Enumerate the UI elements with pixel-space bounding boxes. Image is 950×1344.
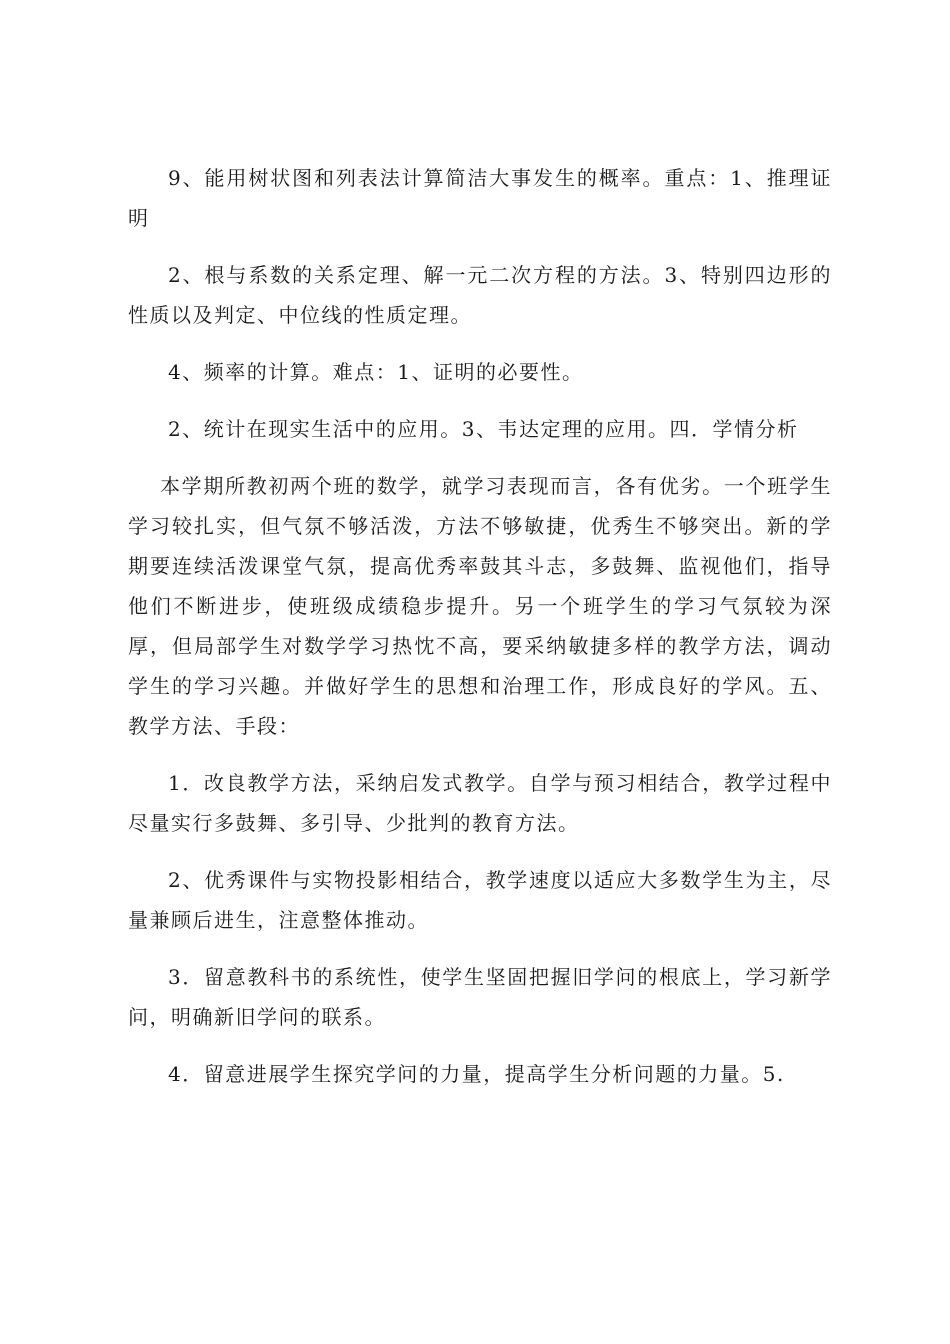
paragraph-9: 4．留意进展学生探究学问的力量，提高学生分析问题的力量。5. bbox=[168, 1062, 785, 1086]
paragraph-8: 3．留意教科书的系统性，使学生坚固把握旧学问的根底上，学习新学问，明确新旧学问的联系。 bbox=[128, 965, 832, 1029]
paragraph-2: 2、根与系数的关系定理、解一元二次方程的方法。3、特别四边形的性质以及判定、中位线的性质定理。 bbox=[128, 263, 832, 327]
paragraph-3: 4、频率的计算。难点：1、证明的必要性。 bbox=[168, 360, 584, 384]
paragraph-7: 2、优秀课件与实物投影相结合，教学速度以适应大多数学生为主，尽量兼顾后进生，注意整体推动。 bbox=[128, 868, 832, 932]
paragraph-6: 1．改良教学方法，采纳启发式教学。自学与预习相结合，教学过程中尽量实行多鼓舞、多引导、少批判的教育方法。 bbox=[128, 771, 832, 835]
paragraph-1: 9、能用树状图和列表法计算简洁大事发生的概率。重点：1、推理证明 bbox=[128, 166, 832, 230]
document-body bbox=[128, 158, 832, 1111]
paragraph-5: 本学期所教初两个班的数学，就学习表现而言，各有优劣。一个班学生学习较扎实，但气氛不够活泼，方法不够敏捷，优秀生不够突出。新的学期要连续活泼课堂气氛，提高优秀率鼓其斗志，多鼓舞、监视他们，指导他们不断进步，使班级成绩稳步提升。另一个班学生的学习气氛较为深厚，但局部学生对数学学习热忱不高，要采纳敏捷多样的教学方法，调动学生的学习兴趣。并做好学生的思想和治理工作，形成良好的学风。五、教学方法、手段： bbox=[128, 474, 832, 738]
paragraph-4: 2、统计在现实生活中的应用。3、韦达定理的应用。四．学情分析 bbox=[168, 417, 799, 441]
